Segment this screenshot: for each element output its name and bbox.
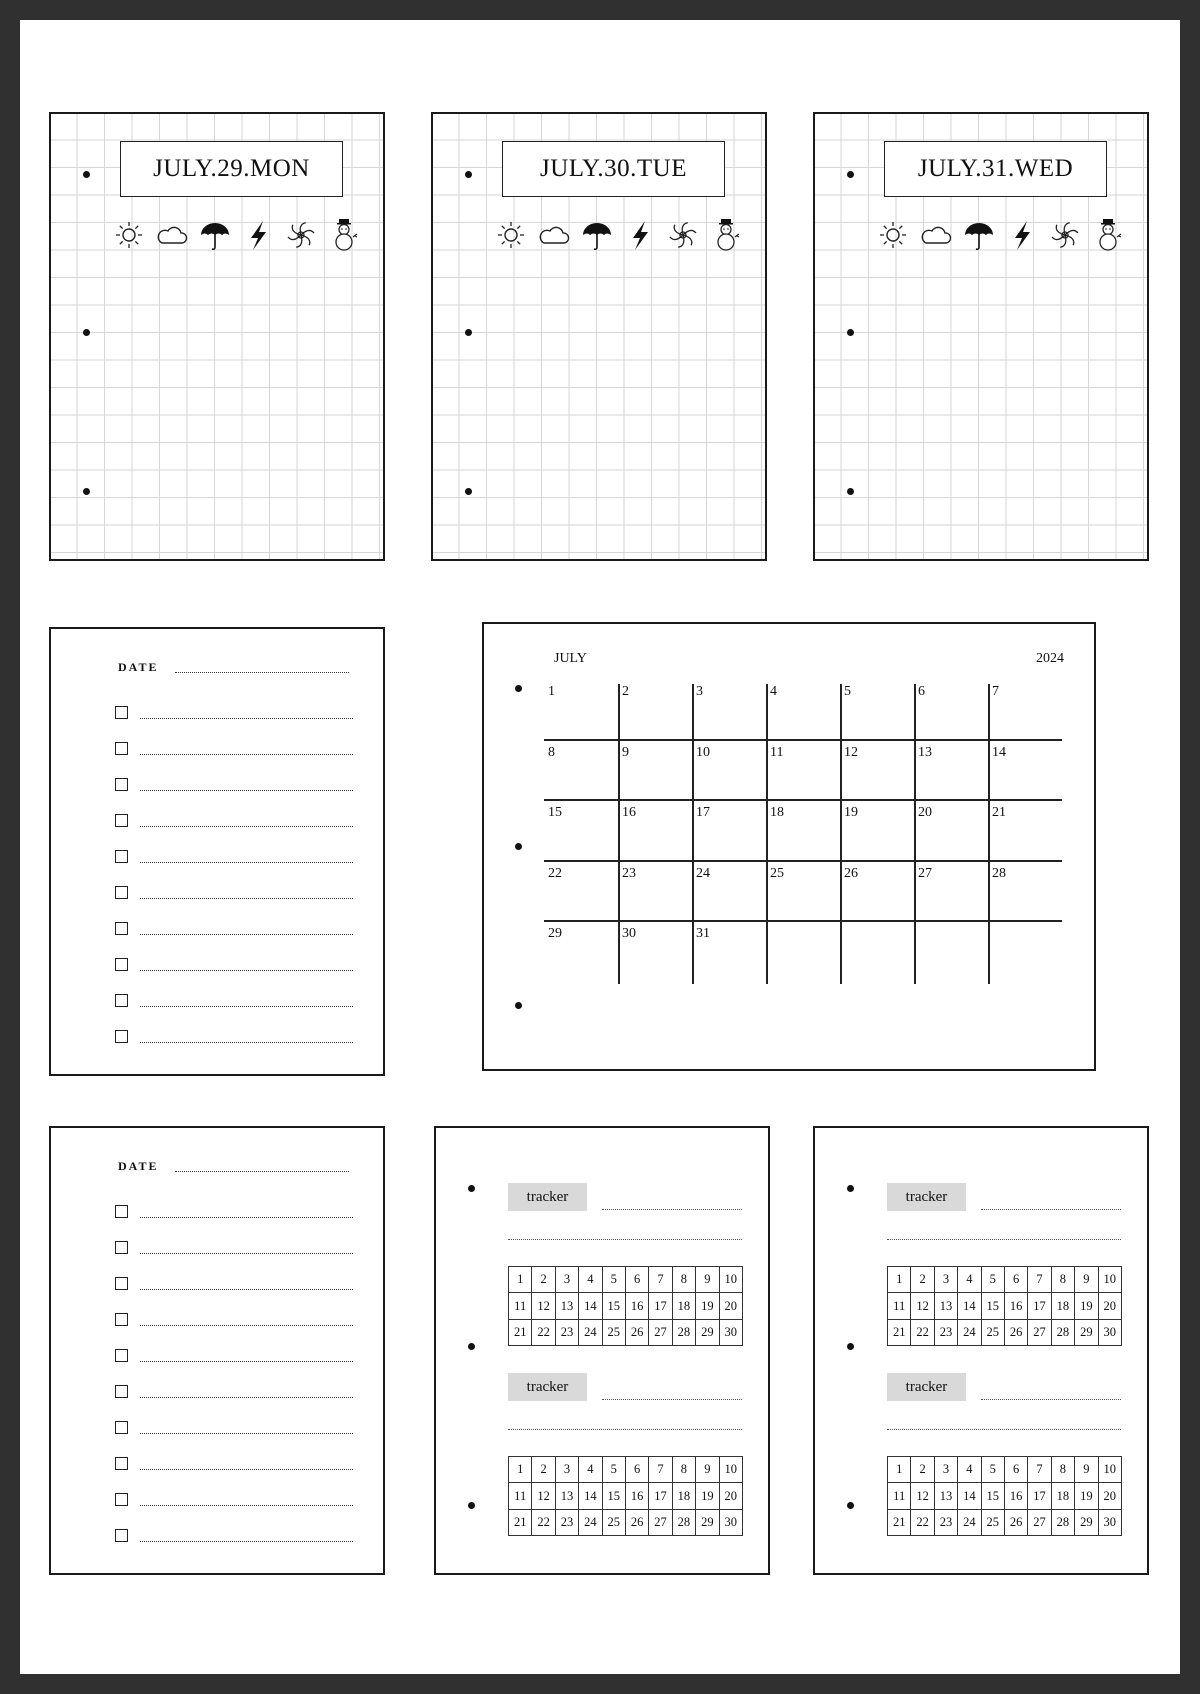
tracker-day-cell[interactable]: 27 bbox=[1028, 1319, 1051, 1345]
tracker-day-cell[interactable]: 27 bbox=[649, 1509, 672, 1535]
todo-item bbox=[115, 1383, 355, 1403]
snowman-icon[interactable] bbox=[328, 217, 360, 258]
tracker-day-cell[interactable]: 28 bbox=[1051, 1319, 1074, 1345]
tracker-day-cell[interactable]: 1 bbox=[509, 1457, 532, 1483]
tracker-day-cell[interactable]: 3 bbox=[555, 1267, 578, 1293]
tracker-day-cell[interactable]: 2 bbox=[911, 1457, 934, 1483]
todo-checkbox[interactable] bbox=[115, 1205, 128, 1218]
tracker-title-line[interactable] bbox=[602, 1399, 742, 1400]
tracker-day-cell[interactable]: 4 bbox=[579, 1457, 602, 1483]
tracker-day-cell[interactable]: 5 bbox=[602, 1457, 625, 1483]
todo-item bbox=[115, 776, 355, 796]
tracker-day-cell[interactable]: 13 bbox=[555, 1293, 578, 1319]
tracker-day-cell[interactable]: 1 bbox=[888, 1267, 911, 1293]
todo-checkbox[interactable] bbox=[115, 742, 128, 755]
todo-item bbox=[115, 1527, 355, 1547]
tracker-day-cell[interactable]: 4 bbox=[579, 1267, 602, 1293]
tracker-day-cell[interactable]: 25 bbox=[981, 1509, 1004, 1535]
tracker-day-cell[interactable]: 28 bbox=[1051, 1509, 1074, 1535]
calendar-day[interactable]: 22 bbox=[548, 865, 562, 881]
tracker-day-cell[interactable]: 18 bbox=[1051, 1483, 1074, 1509]
todo-item bbox=[115, 1239, 355, 1259]
tracker-day-cell[interactable]: 12 bbox=[532, 1293, 555, 1319]
todo-item bbox=[115, 920, 355, 940]
binder-hole bbox=[847, 171, 854, 178]
tracker-day-cell[interactable]: 14 bbox=[958, 1483, 981, 1509]
tracker-day-cell[interactable]: 24 bbox=[958, 1319, 981, 1345]
tracker-day-cell[interactable]: 5 bbox=[602, 1267, 625, 1293]
daily-date: JULY.29.MON bbox=[120, 141, 343, 197]
calendar-day[interactable]: 21 bbox=[992, 805, 1006, 820]
tracker-day-cell[interactable]: 9 bbox=[1075, 1267, 1098, 1293]
tracker-label: tracker bbox=[887, 1183, 966, 1211]
tracker-day-cell[interactable]: 14 bbox=[958, 1293, 981, 1319]
tracker-day-cell[interactable]: 9 bbox=[696, 1267, 719, 1293]
calendar-col-line bbox=[988, 684, 990, 984]
tracker-day-cell[interactable]: 21 bbox=[888, 1509, 911, 1535]
calendar-day[interactable]: 18 bbox=[770, 805, 784, 820]
sun-icon[interactable] bbox=[113, 217, 145, 258]
calendar-month: JULY bbox=[554, 651, 587, 666]
todo-line[interactable] bbox=[140, 1433, 353, 1434]
tracker-day-cell[interactable]: 18 bbox=[672, 1483, 695, 1509]
tracker-title-line[interactable] bbox=[602, 1209, 742, 1210]
umbrella-icon[interactable] bbox=[963, 217, 995, 258]
todo-item bbox=[115, 1455, 355, 1475]
todo-checkbox[interactable] bbox=[115, 958, 128, 971]
calendar-day[interactable]: 8 bbox=[548, 744, 555, 760]
todo-line[interactable] bbox=[140, 862, 353, 863]
todo-checkbox[interactable] bbox=[115, 1421, 128, 1434]
tracker-day-cell[interactable]: 22 bbox=[532, 1509, 555, 1535]
todo-checkbox[interactable] bbox=[115, 922, 128, 935]
tracker-day-cell[interactable]: 22 bbox=[532, 1319, 555, 1345]
calendar-col-line bbox=[618, 684, 620, 984]
tracker-day-cell[interactable]: 3 bbox=[934, 1267, 957, 1293]
tracker-day-cell[interactable]: 26 bbox=[1004, 1319, 1027, 1345]
todo-item bbox=[115, 1419, 355, 1439]
tracker-day-cell[interactable]: 9 bbox=[696, 1457, 719, 1483]
todo-line[interactable] bbox=[140, 1541, 353, 1542]
todo-line[interactable] bbox=[140, 1253, 353, 1254]
binder-hole bbox=[468, 1502, 475, 1509]
todo-item bbox=[115, 1491, 355, 1511]
todo-checkbox[interactable] bbox=[115, 1385, 128, 1398]
tracker-day-cell[interactable]: 19 bbox=[1075, 1293, 1098, 1319]
binder-hole bbox=[515, 685, 522, 692]
todo-item bbox=[115, 992, 355, 1012]
tracker-day-cell[interactable]: 6 bbox=[1004, 1267, 1027, 1293]
calendar-day[interactable]: 23 bbox=[622, 865, 636, 881]
snowman-icon[interactable] bbox=[710, 217, 742, 258]
tracker-day-cell[interactable]: 26 bbox=[625, 1319, 648, 1345]
todo-checkbox[interactable] bbox=[115, 850, 128, 863]
calendar-day[interactable]: 12 bbox=[844, 744, 858, 760]
calendar-day[interactable]: 29 bbox=[548, 926, 562, 941]
calendar-day[interactable]: 2 bbox=[622, 684, 629, 699]
tracker-day-cell[interactable]: 15 bbox=[981, 1293, 1004, 1319]
tracker-day-cell[interactable]: 22 bbox=[911, 1509, 934, 1535]
tracker-day-cell[interactable]: 7 bbox=[649, 1457, 672, 1483]
tracker-label: tracker bbox=[508, 1373, 587, 1401]
todo-line[interactable] bbox=[140, 934, 353, 935]
calendar-day[interactable]: 9 bbox=[622, 744, 629, 760]
calendar-day[interactable]: 17 bbox=[696, 805, 710, 820]
todo-line[interactable] bbox=[140, 1042, 353, 1043]
tracker-grid bbox=[508, 1456, 743, 1536]
todo-checkbox[interactable] bbox=[115, 994, 128, 1007]
todo-line[interactable] bbox=[140, 1325, 353, 1326]
tracker-day-cell[interactable]: 1 bbox=[888, 1457, 911, 1483]
tracker-page bbox=[813, 1126, 1149, 1575]
tracker-day-cell[interactable]: 27 bbox=[1028, 1509, 1051, 1535]
tracker-note-line[interactable] bbox=[508, 1239, 742, 1240]
planner-sheet bbox=[20, 20, 1180, 1674]
weather-icons bbox=[877, 217, 1124, 258]
umbrella-icon[interactable] bbox=[199, 217, 231, 258]
tracker-day-cell[interactable]: 7 bbox=[649, 1267, 672, 1293]
tracker-day-cell[interactable]: 23 bbox=[934, 1509, 957, 1535]
calendar-day[interactable]: 4 bbox=[770, 684, 777, 699]
tracker-day-cell[interactable]: 29 bbox=[696, 1509, 719, 1535]
todo-checkbox[interactable] bbox=[115, 886, 128, 899]
calendar-day[interactable]: 31 bbox=[696, 926, 710, 941]
tracker-day-cell[interactable]: 16 bbox=[1004, 1483, 1027, 1509]
lightning-icon[interactable] bbox=[242, 217, 274, 258]
tracker-day-cell[interactable]: 29 bbox=[1075, 1319, 1098, 1345]
binder-hole bbox=[465, 329, 472, 336]
calendar-day[interactable]: 1 bbox=[548, 684, 555, 699]
todo-line[interactable] bbox=[140, 898, 353, 899]
calendar-day[interactable]: 25 bbox=[770, 865, 784, 881]
calendar-col-line bbox=[914, 684, 916, 984]
tracker-day-cell[interactable]: 16 bbox=[1004, 1293, 1027, 1319]
tracker-label: tracker bbox=[508, 1183, 587, 1211]
cloud-icon[interactable] bbox=[538, 217, 570, 258]
typhoon-icon[interactable] bbox=[285, 217, 317, 258]
calendar-day[interactable]: 28 bbox=[992, 865, 1006, 881]
todo-item bbox=[115, 848, 355, 868]
tracker-day-cell[interactable]: 15 bbox=[981, 1483, 1004, 1509]
calendar-day[interactable]: 19 bbox=[844, 805, 858, 820]
tracker-note-line[interactable] bbox=[887, 1239, 1121, 1240]
tracker-day-cell[interactable]: 23 bbox=[555, 1319, 578, 1345]
date-line bbox=[175, 1171, 349, 1172]
binder-hole bbox=[847, 488, 854, 495]
tracker-day-cell[interactable]: 17 bbox=[1028, 1483, 1051, 1509]
calendar-day[interactable]: 3 bbox=[696, 684, 703, 699]
tracker-day-cell[interactable]: 13 bbox=[555, 1483, 578, 1509]
tracker-note-line[interactable] bbox=[508, 1429, 742, 1430]
todo-item bbox=[115, 884, 355, 904]
tracker-day-cell[interactable]: 3 bbox=[555, 1457, 578, 1483]
tracker-day-cell[interactable]: 23 bbox=[934, 1319, 957, 1345]
binder-hole bbox=[468, 1185, 475, 1192]
todo-checkbox[interactable] bbox=[115, 1277, 128, 1290]
calendar-day[interactable]: 14 bbox=[992, 744, 1006, 760]
tracker-day-cell[interactable]: 6 bbox=[1004, 1457, 1027, 1483]
tracker-day-cell[interactable]: 20 bbox=[1098, 1293, 1121, 1319]
todo-checkbox[interactable] bbox=[115, 1349, 128, 1362]
calendar-day[interactable]: 26 bbox=[844, 865, 858, 881]
todo-item bbox=[115, 1347, 355, 1367]
tracker-day-cell[interactable]: 26 bbox=[1004, 1509, 1027, 1535]
weather-icons bbox=[113, 217, 360, 258]
todo-line[interactable] bbox=[140, 1289, 353, 1290]
calendar-day[interactable]: 10 bbox=[696, 744, 710, 760]
tracker-day-cell[interactable]: 19 bbox=[1075, 1483, 1098, 1509]
date-label: DATE bbox=[118, 660, 159, 674]
tracker-grid bbox=[508, 1266, 743, 1346]
tracker-day-cell[interactable]: 12 bbox=[911, 1483, 934, 1509]
tracker-day-cell[interactable]: 8 bbox=[1051, 1457, 1074, 1483]
tracker-day-cell[interactable]: 18 bbox=[1051, 1293, 1074, 1319]
tracker-day-cell[interactable]: 10 bbox=[1098, 1457, 1121, 1483]
tracker-day-cell[interactable]: 28 bbox=[672, 1319, 695, 1345]
calendar-grid bbox=[544, 684, 1062, 1024]
tracker-day-cell[interactable]: 9 bbox=[1075, 1457, 1098, 1483]
tracker-day-cell[interactable]: 16 bbox=[625, 1483, 648, 1509]
tracker-day-cell[interactable]: 11 bbox=[509, 1483, 532, 1509]
tracker-day-cell[interactable]: 30 bbox=[719, 1319, 742, 1345]
tracker-day-cell[interactable]: 29 bbox=[1075, 1509, 1098, 1535]
calendar-day[interactable]: 16 bbox=[622, 805, 636, 820]
tracker-day-cell[interactable]: 2 bbox=[532, 1267, 555, 1293]
tracker-day-cell[interactable]: 16 bbox=[625, 1293, 648, 1319]
calendar-day[interactable]: 11 bbox=[770, 744, 784, 760]
tracker-day-cell[interactable]: 13 bbox=[934, 1483, 957, 1509]
sun-icon[interactable] bbox=[495, 217, 527, 258]
calendar-day[interactable]: 15 bbox=[548, 805, 562, 820]
binder-hole bbox=[83, 171, 90, 178]
tracker-day-cell[interactable]: 6 bbox=[625, 1267, 648, 1293]
tracker-title-line[interactable] bbox=[981, 1399, 1121, 1400]
todo-item bbox=[115, 956, 355, 976]
lightning-icon[interactable] bbox=[624, 217, 656, 258]
tracker-day-cell[interactable]: 17 bbox=[649, 1293, 672, 1319]
tracker-day-cell[interactable]: 8 bbox=[1051, 1267, 1074, 1293]
tracker-day-cell[interactable]: 20 bbox=[719, 1483, 742, 1509]
tracker-day-cell[interactable]: 7 bbox=[1028, 1457, 1051, 1483]
tracker-day-cell[interactable]: 17 bbox=[649, 1483, 672, 1509]
tracker-day-cell[interactable]: 12 bbox=[911, 1293, 934, 1319]
cloud-icon[interactable] bbox=[156, 217, 188, 258]
todo-checkbox[interactable] bbox=[115, 706, 128, 719]
todo-checkbox[interactable] bbox=[115, 1030, 128, 1043]
tracker-day-cell[interactable]: 18 bbox=[672, 1293, 695, 1319]
tracker-day-cell[interactable]: 24 bbox=[579, 1319, 602, 1345]
todo-page bbox=[49, 1126, 385, 1575]
binder-hole bbox=[515, 843, 522, 850]
tracker-day-cell[interactable]: 11 bbox=[888, 1483, 911, 1509]
lightning-icon[interactable] bbox=[1006, 217, 1038, 258]
tracker-day-cell[interactable]: 24 bbox=[958, 1509, 981, 1535]
daily-date: JULY.31.WED bbox=[884, 141, 1107, 197]
tracker-day-cell[interactable]: 8 bbox=[672, 1457, 695, 1483]
tracker-day-cell[interactable]: 7 bbox=[1028, 1267, 1051, 1293]
tracker-day-cell[interactable]: 29 bbox=[696, 1319, 719, 1345]
todo-line[interactable] bbox=[140, 826, 353, 827]
snowman-icon[interactable] bbox=[1092, 217, 1124, 258]
daily-page-tue bbox=[431, 112, 767, 561]
calendar-col-line bbox=[840, 684, 842, 984]
tracker-day-cell[interactable]: 30 bbox=[1098, 1509, 1121, 1535]
calendar-day[interactable]: 27 bbox=[918, 865, 932, 881]
todo-item bbox=[115, 1203, 355, 1223]
tracker-day-cell[interactable]: 1 bbox=[509, 1267, 532, 1293]
tracker-label: tracker bbox=[887, 1373, 966, 1401]
typhoon-icon[interactable] bbox=[1049, 217, 1081, 258]
calendar-day[interactable]: 13 bbox=[918, 744, 932, 760]
tracker-day-cell[interactable]: 10 bbox=[719, 1457, 742, 1483]
todo-item bbox=[115, 1311, 355, 1331]
tracker-day-cell[interactable]: 25 bbox=[602, 1319, 625, 1345]
monthly-calendar-page bbox=[482, 622, 1096, 1071]
todo-checkbox[interactable] bbox=[115, 1493, 128, 1506]
todo-line[interactable] bbox=[140, 1505, 353, 1506]
calendar-day[interactable]: 7 bbox=[992, 684, 999, 699]
date-line bbox=[175, 672, 349, 673]
tracker-grid bbox=[887, 1266, 1122, 1346]
calendar-row-line bbox=[544, 920, 1062, 922]
todo-checkbox[interactable] bbox=[115, 1241, 128, 1254]
cloud-icon[interactable] bbox=[920, 217, 952, 258]
calendar-day[interactable]: 6 bbox=[918, 684, 925, 699]
binder-hole bbox=[83, 488, 90, 495]
todo-line[interactable] bbox=[140, 790, 353, 791]
calendar-year: 2024 bbox=[1036, 651, 1064, 666]
tracker-day-cell[interactable]: 8 bbox=[672, 1267, 695, 1293]
tracker-day-cell[interactable]: 12 bbox=[532, 1483, 555, 1509]
binder-hole bbox=[847, 1185, 854, 1192]
tracker-grid bbox=[887, 1456, 1122, 1536]
tracker-day-cell[interactable]: 2 bbox=[911, 1267, 934, 1293]
todo-line[interactable] bbox=[140, 970, 353, 971]
tracker-day-cell[interactable]: 23 bbox=[555, 1509, 578, 1535]
sun-icon[interactable] bbox=[877, 217, 909, 258]
tracker-day-cell[interactable]: 6 bbox=[625, 1457, 648, 1483]
tracker-note-line[interactable] bbox=[887, 1429, 1121, 1430]
weather-icons bbox=[495, 217, 742, 258]
todo-checkbox[interactable] bbox=[115, 1313, 128, 1326]
typhoon-icon[interactable] bbox=[667, 217, 699, 258]
todo-item bbox=[115, 812, 355, 832]
tracker-page bbox=[434, 1126, 770, 1575]
todo-checkbox[interactable] bbox=[115, 778, 128, 791]
tracker-day-cell[interactable]: 25 bbox=[602, 1509, 625, 1535]
tracker-day-cell[interactable]: 15 bbox=[602, 1483, 625, 1509]
todo-item bbox=[115, 1028, 355, 1048]
todo-item bbox=[115, 1275, 355, 1295]
binder-hole bbox=[847, 1502, 854, 1509]
calendar-row-line bbox=[544, 860, 1062, 862]
daily-page-mon bbox=[49, 112, 385, 561]
todo-line[interactable] bbox=[140, 718, 353, 719]
tracker-day-cell[interactable]: 24 bbox=[579, 1509, 602, 1535]
tracker-day-cell[interactable]: 15 bbox=[602, 1293, 625, 1319]
tracker-day-cell[interactable]: 30 bbox=[1098, 1319, 1121, 1345]
todo-item bbox=[115, 704, 355, 724]
tracker-day-cell[interactable]: 14 bbox=[579, 1293, 602, 1319]
tracker-day-cell[interactable]: 26 bbox=[625, 1509, 648, 1535]
tracker-day-cell[interactable]: 5 bbox=[981, 1457, 1004, 1483]
umbrella-icon[interactable] bbox=[581, 217, 613, 258]
todo-item bbox=[115, 740, 355, 760]
todo-line[interactable] bbox=[140, 1397, 353, 1398]
calendar-day[interactable]: 20 bbox=[918, 805, 932, 820]
calendar-day[interactable]: 24 bbox=[696, 865, 710, 881]
tracker-day-cell[interactable]: 4 bbox=[958, 1267, 981, 1293]
tracker-day-cell[interactable]: 21 bbox=[509, 1319, 532, 1345]
tracker-day-cell[interactable]: 21 bbox=[509, 1509, 532, 1535]
tracker-day-cell[interactable]: 10 bbox=[719, 1267, 742, 1293]
binder-hole bbox=[468, 1343, 475, 1350]
todo-checkbox[interactable] bbox=[115, 1457, 128, 1470]
tracker-day-cell[interactable]: 19 bbox=[696, 1483, 719, 1509]
binder-hole bbox=[847, 1343, 854, 1350]
todo-line[interactable] bbox=[140, 1469, 353, 1470]
tracker-day-cell[interactable]: 2 bbox=[532, 1457, 555, 1483]
date-label: DATE bbox=[118, 1159, 159, 1173]
tracker-day-cell[interactable]: 11 bbox=[509, 1293, 532, 1319]
tracker-day-cell[interactable]: 20 bbox=[719, 1293, 742, 1319]
tracker-day-cell[interactable]: 4 bbox=[958, 1457, 981, 1483]
tracker-day-cell[interactable]: 20 bbox=[1098, 1483, 1121, 1509]
tracker-day-cell[interactable]: 21 bbox=[888, 1319, 911, 1345]
todo-page bbox=[49, 627, 385, 1076]
binder-hole bbox=[83, 329, 90, 336]
calendar-row-line bbox=[544, 799, 1062, 801]
tracker-day-cell[interactable]: 5 bbox=[981, 1267, 1004, 1293]
tracker-day-cell[interactable]: 22 bbox=[911, 1319, 934, 1345]
binder-hole bbox=[515, 1002, 522, 1009]
tracker-day-cell[interactable]: 14 bbox=[579, 1483, 602, 1509]
tracker-day-cell[interactable]: 28 bbox=[672, 1509, 695, 1535]
tracker-day-cell[interactable]: 25 bbox=[981, 1319, 1004, 1345]
calendar-row-line bbox=[544, 739, 1062, 741]
todo-line[interactable] bbox=[140, 1006, 353, 1007]
tracker-day-cell[interactable]: 3 bbox=[934, 1457, 957, 1483]
tracker-day-cell[interactable]: 27 bbox=[649, 1319, 672, 1345]
daily-page-wed bbox=[813, 112, 1149, 561]
tracker-day-cell[interactable]: 10 bbox=[1098, 1267, 1121, 1293]
calendar-day[interactable]: 30 bbox=[622, 926, 636, 941]
todo-line[interactable] bbox=[140, 754, 353, 755]
tracker-day-cell[interactable]: 13 bbox=[934, 1293, 957, 1319]
todo-line[interactable] bbox=[140, 1217, 353, 1218]
calendar-col-line bbox=[766, 684, 768, 984]
tracker-day-cell[interactable]: 19 bbox=[696, 1293, 719, 1319]
todo-checkbox[interactable] bbox=[115, 814, 128, 827]
calendar-day[interactable]: 5 bbox=[844, 684, 851, 699]
todo-checkbox[interactable] bbox=[115, 1529, 128, 1542]
binder-hole bbox=[465, 488, 472, 495]
tracker-day-cell[interactable]: 30 bbox=[719, 1509, 742, 1535]
binder-hole bbox=[465, 171, 472, 178]
daily-date: JULY.30.TUE bbox=[502, 141, 725, 197]
tracker-day-cell[interactable]: 17 bbox=[1028, 1293, 1051, 1319]
tracker-title-line[interactable] bbox=[981, 1209, 1121, 1210]
tracker-day-cell[interactable]: 11 bbox=[888, 1293, 911, 1319]
todo-line[interactable] bbox=[140, 1361, 353, 1362]
binder-hole bbox=[847, 329, 854, 336]
calendar-col-line bbox=[692, 684, 694, 984]
